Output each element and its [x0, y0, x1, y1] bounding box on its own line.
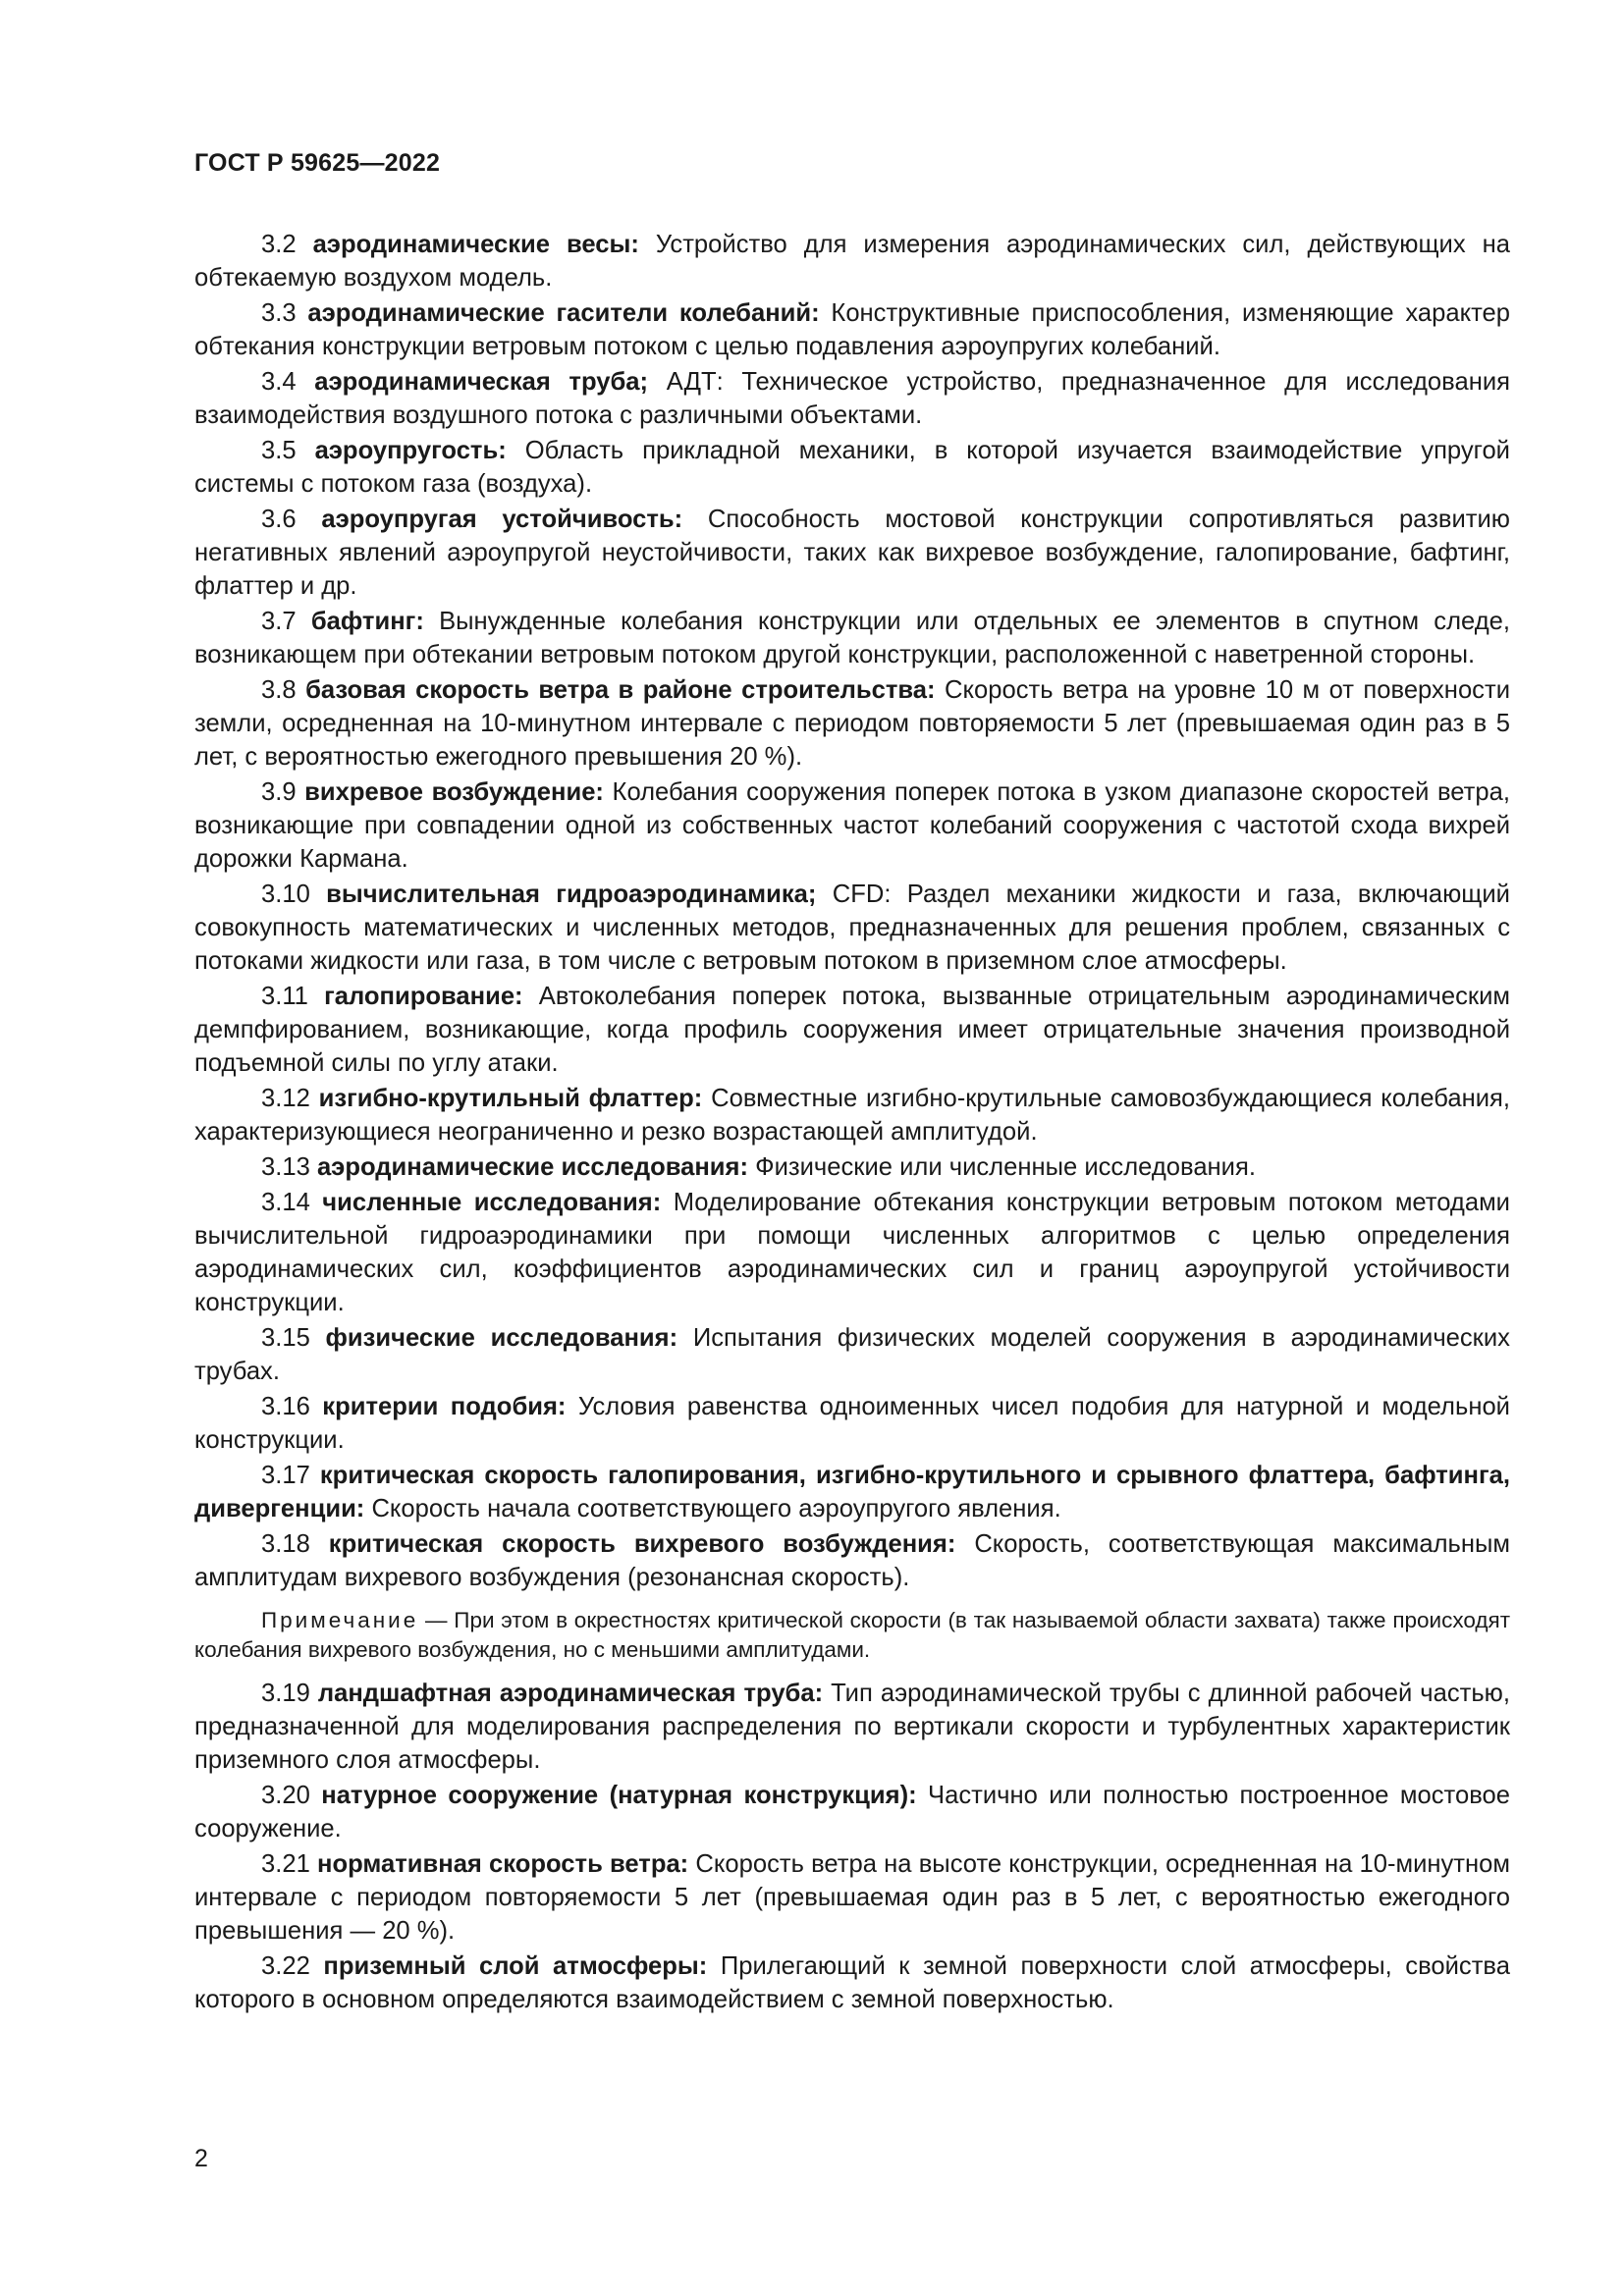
term-definition — [194, 1321, 1510, 1388]
note-text: — При этом в окрестностях критической скорости (в так называемой области захвата) также происходят колебания вихревого возбуждения, но с меньшими амплитудами. — [194, 1608, 1510, 1662]
term-number: 3.7 — [261, 608, 297, 635]
term-number: 3.18 — [261, 1530, 310, 1558]
term-text: Тип аэродинамической трубы с длинной рабочей частью, предназначенной для моделирования распределения по вертикали скорости и турбулентных характеристик приземного слоя атмосферы. — [194, 1680, 1510, 1774]
term-definition — [194, 1949, 1510, 2016]
term-text: Скорость ветра на высоте конструкции, осредненная на 10-минутном интервале с периодом повторяемости 5 лет (превышаемая один раз в 5 лет, с вероятностью ежегодного превышения — 20 %). — [194, 1850, 1510, 1945]
terms-list-continued — [194, 1677, 1510, 2016]
term-definition — [194, 878, 1510, 978]
term-definition — [194, 1390, 1510, 1457]
term-number: 3.19 — [261, 1680, 310, 1707]
term-number: 3.21 — [261, 1850, 310, 1878]
term-number: 3.4 — [261, 368, 297, 396]
term-name: критическая скорость вихревого возбуждения: — [328, 1530, 956, 1558]
term-name: аэродинамическая труба; — [314, 368, 649, 396]
term-number: 3.15 — [261, 1324, 310, 1352]
term-text: Автоколебания поперек потока, вызванные отрицательным аэродинамическим демпфированием, возникающие, когда профиль сооружения имеет отрицательные значения производной подъемной силы по углу атаки. — [194, 983, 1510, 1077]
term-text: Условия равенства одноименных чисел подобия для натурной и модельной конструкции. — [194, 1393, 1510, 1454]
term-definition — [194, 365, 1510, 432]
term-text: Скорость начала соответствующего аэроупругого явления. — [371, 1495, 1061, 1522]
term-text: Скорость ветра на уровне 10 м от поверхности земли, осредненная на 10-минутном интервале с периодом повторяемости 5 лет (превышаемая один раз в 5 лет, с вероятностью ежегодного превышения 20 %). — [194, 676, 1510, 771]
term-text: Конструктивные приспособления, изменяющие характер обтекания конструкции ветровым потоком с целью подавления аэроупругих колебаний. — [194, 299, 1510, 360]
term-name: вихревое возбуждение: — [304, 778, 604, 806]
term-number: 3.14 — [261, 1189, 310, 1216]
term-definition — [194, 1150, 1510, 1184]
term-definition — [194, 1459, 1510, 1525]
term-name: аэродинамические весы: — [312, 231, 639, 258]
term-name: изгибно-крутильный флаттер: — [318, 1085, 703, 1112]
term-name: ландшафтная аэродинамическая труба: — [317, 1680, 824, 1707]
term-definition — [194, 1082, 1510, 1148]
term-number: 3.5 — [261, 437, 297, 464]
term-definition — [194, 1779, 1510, 1845]
term-definition — [194, 1677, 1510, 1777]
term-name: аэродинамические исследования: — [316, 1153, 748, 1181]
term-name: нормативная скорость ветра: — [317, 1850, 689, 1878]
term-number: 3.10 — [261, 881, 310, 908]
term-definition — [194, 228, 1510, 294]
note-label: Примечание — [261, 1608, 419, 1632]
term-text: Испытания физических моделей сооружения в аэродинамических трубах. — [194, 1324, 1510, 1385]
term-text: Совместные изгибно-крутильные самовозбуждающиеся колебания, характеризующиеся неограниченно и резко возрастающей амплитудой. — [194, 1085, 1510, 1146]
term-definition — [194, 673, 1510, 774]
term-definition — [194, 775, 1510, 876]
term-definition — [194, 434, 1510, 501]
term-name: галопирование: — [324, 983, 523, 1010]
term-text: Физические или численные исследования. — [755, 1153, 1256, 1181]
term-number: 3.8 — [261, 676, 297, 704]
terms-list — [194, 228, 1510, 1594]
term-number: 3.6 — [261, 506, 297, 533]
term-number: 3.12 — [261, 1085, 310, 1112]
term-name: вычислительная гидроаэродинамика; — [326, 881, 817, 908]
term-name: аэроупругая устойчивость: — [321, 506, 683, 533]
term-number: 3.3 — [261, 299, 297, 327]
term-name: аэродинамические гасители колебаний: — [307, 299, 820, 327]
term-definition — [194, 1527, 1510, 1594]
term-text: Вынужденные колебания конструкции или отдельных ее элементов в спутном следе, возникающем при обтекании ветровым потоком другой конструкции, расположенной с наветренной стороны. — [194, 608, 1510, 668]
term-text: Моделирование обтекания конструкции ветровым потоком методами вычислительной гидроаэродинамики при помощи численных алгоритмов с целью определения аэродинамических сил, коэффициентов аэродинамических сил и границ аэроупругой устойчивости конструкции. — [194, 1189, 1510, 1316]
term-definition — [194, 1847, 1510, 1948]
term-name: приземный слой атмосферы: — [323, 1952, 708, 1980]
term-number: 3.16 — [261, 1393, 310, 1420]
term-definition — [194, 1186, 1510, 1319]
term-name: физические исследования: — [325, 1324, 678, 1352]
term-text: Способность мостовой конструкции сопротивляться развитию негативных явлений аэроупругой неустойчивости, таких как вихревое возбуждение, галопирование, бафтинг, флаттер и др. — [194, 506, 1510, 600]
term-number: 3.9 — [261, 778, 297, 806]
term-name: численные исследования: — [322, 1189, 662, 1216]
term-name: критерии подобия: — [322, 1393, 567, 1420]
page-number: 2 — [194, 2145, 208, 2172]
term-text: АДТ: Техническое устройство, предназначенное для исследования взаимодействия воздушного потока с различными объектами. — [194, 368, 1510, 429]
term-number: 3.11 — [261, 983, 308, 1010]
term-name: базовая скорость ветра в районе строительства: — [305, 676, 936, 704]
document-body — [194, 228, 1510, 2018]
term-text: Устройство для измерения аэродинамических сил, действующих на обтекаемую воздухом модель. — [194, 231, 1510, 292]
document-header: ГОСТ Р 59625—2022 — [194, 149, 441, 177]
term-name: натурное сооружение (натурная конструкция): — [321, 1782, 917, 1809]
note-paragraph — [194, 1606, 1510, 1665]
term-text: Колебания сооружения поперек потока в узком диапазоне скоростей ветра, возникающие при совпадении одной из собственных частот колебаний сооружения с частотой схода вихрей дорожки Кармана. — [194, 778, 1510, 873]
term-number: 3.17 — [261, 1462, 310, 1489]
term-name: аэроупругость: — [314, 437, 507, 464]
term-definition — [194, 980, 1510, 1080]
term-definition — [194, 296, 1510, 363]
term-number: 3.22 — [261, 1952, 310, 1980]
term-text: Скорость, соответствующая максимальным амплитудам вихревого возбуждения (резонансная скорость). — [194, 1530, 1510, 1591]
term-name: бафтинг: — [310, 608, 424, 635]
term-number: 3.2 — [261, 231, 297, 258]
term-number: 3.20 — [261, 1782, 310, 1809]
term-text: Область прикладной механики, в которой изучается взаимодействие упругой системы с потоком газа (воздуха). — [194, 437, 1510, 498]
term-definition — [194, 503, 1510, 603]
term-text: CFD: Раздел механики жидкости и газа, включающий совокупность математических и численных методов, предназначенных для решения проблем, связанных с потоками жидкости или газа, в том числе с ветровым потоком в приземном слое атмосферы. — [194, 881, 1510, 975]
term-name: критическая скорость галопирования, изгибно-крутильного и срывного флаттера, бафтинга, дивергенции: — [194, 1462, 1510, 1522]
term-text: Прилегающий к земной поверхности слой атмосферы, свойства которого в основном определяются взаимодействием с земной поверхностью. — [194, 1952, 1510, 2013]
term-definition — [194, 605, 1510, 671]
term-text: Частично или полностью построенное мостовое сооружение. — [194, 1782, 1510, 1842]
term-number: 3.13 — [261, 1153, 310, 1181]
